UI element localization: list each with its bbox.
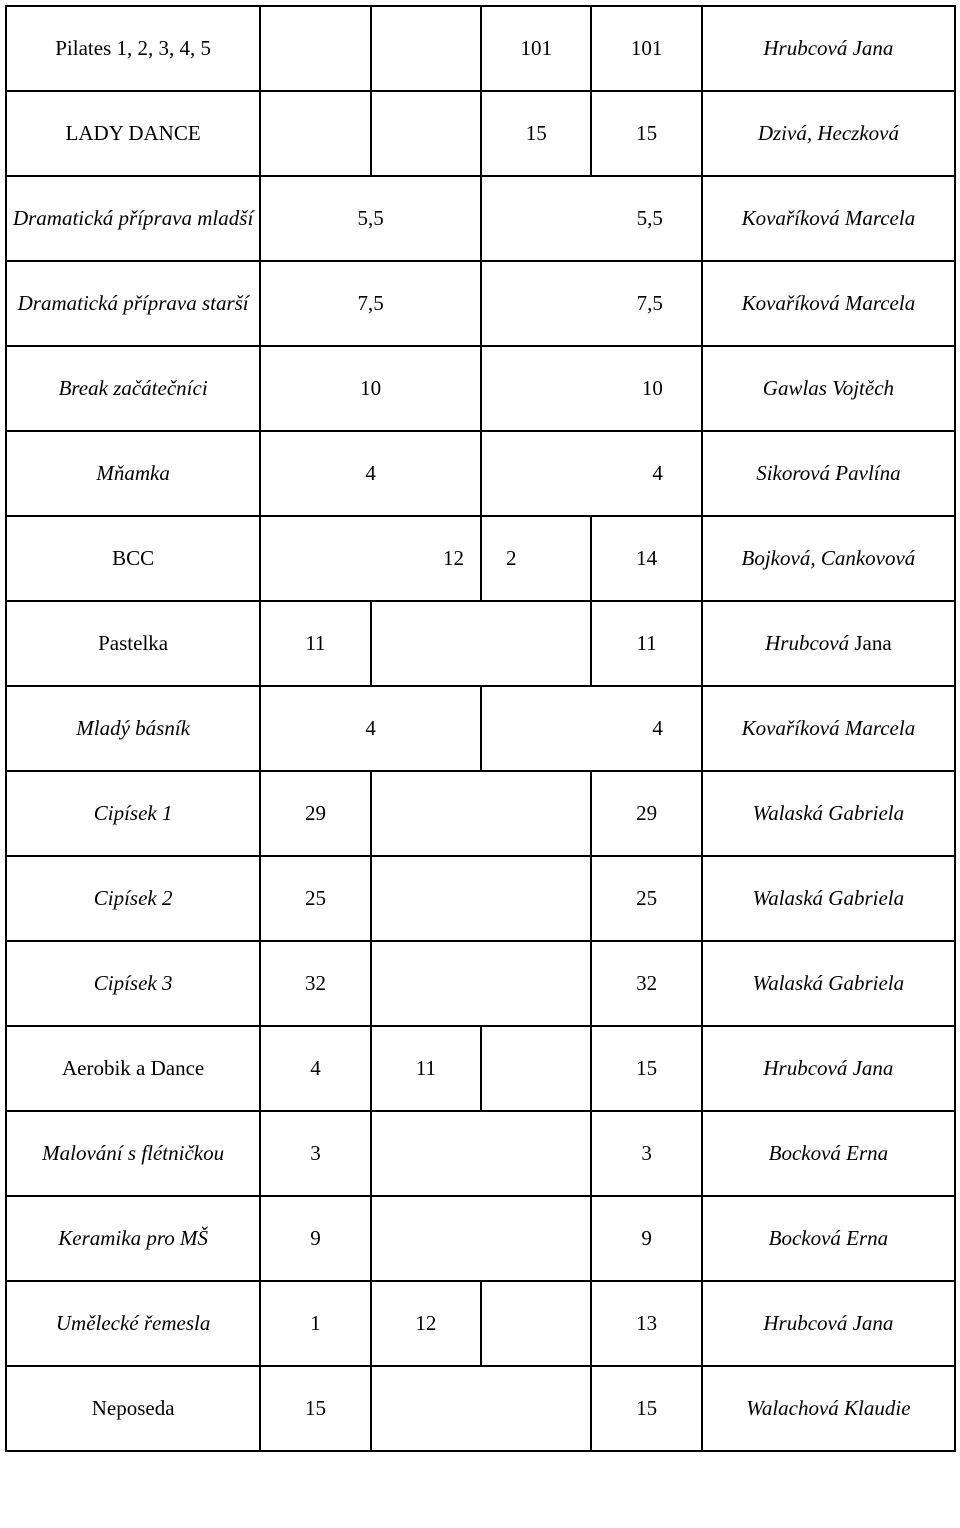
table-row: [6, 176, 955, 261]
count-b: [371, 1111, 592, 1196]
count-total: 29: [591, 771, 701, 856]
count-total: 32: [591, 941, 701, 1026]
count-c: 101: [481, 6, 591, 91]
activity-name: Cipísek 3: [6, 941, 260, 1026]
count-a: 7,5: [260, 261, 481, 346]
count-b: [371, 601, 592, 686]
teacher-name: Hrubcová Jana: [702, 6, 955, 91]
teacher-name: Bocková Erna: [702, 1111, 955, 1196]
table-row: [6, 601, 955, 686]
activity-name: Mňamka: [6, 431, 260, 516]
teacher-name: Hrubcová Jana: [702, 1026, 955, 1111]
table-row: [6, 516, 955, 601]
count-b: [371, 771, 592, 856]
count-b: 11: [371, 1026, 481, 1111]
count-b: [371, 1366, 592, 1451]
activity-name: Umělecké řemesla: [6, 1281, 260, 1366]
teacher-firstname: Jana: [849, 631, 892, 655]
count-a: 11: [260, 601, 370, 686]
count-a: 5,5: [260, 176, 481, 261]
teacher-name: Walaská Gabriela: [702, 941, 955, 1026]
activity-name: BCC: [6, 516, 260, 601]
teacher-name: [702, 601, 955, 686]
activity-name: Neposeda: [6, 1366, 260, 1451]
activity-name: Cipísek 2: [6, 856, 260, 941]
count-a: 15: [260, 1366, 370, 1451]
count-total: 14: [591, 516, 701, 601]
teacher-surname: Hrubcová: [765, 631, 850, 655]
table-row: [6, 431, 955, 516]
teacher-name: Hrubcová Jana: [702, 1281, 955, 1366]
count-a: 12: [260, 516, 481, 601]
table-row: [6, 1026, 955, 1111]
activity-name: Dramatická příprava mladší: [6, 176, 260, 261]
count-b: [371, 91, 481, 176]
teacher-name: Walaská Gabriela: [702, 771, 955, 856]
count-a: 4: [260, 431, 481, 516]
count-c: 15: [481, 91, 591, 176]
teacher-name: Dzivá, Heczková: [702, 91, 955, 176]
count-a: 32: [260, 941, 370, 1026]
count-total: 15: [591, 1366, 701, 1451]
teacher-name: Gawlas Vojtěch: [702, 346, 955, 431]
teacher-name: Kovaříková Marcela: [702, 686, 955, 771]
teacher-name: Walachová Klaudie: [702, 1366, 955, 1451]
activity-name: Dramatická příprava starší: [6, 261, 260, 346]
activity-name: Break začátečníci: [6, 346, 260, 431]
activity-name: Malování s flétničkou: [6, 1111, 260, 1196]
count-b: [371, 1196, 592, 1281]
count-total: 4: [481, 686, 702, 771]
count-total: 3: [591, 1111, 701, 1196]
table-row: [6, 6, 955, 91]
activity-name: Pilates 1, 2, 3, 4, 5: [6, 6, 260, 91]
count-b: 2: [481, 516, 591, 601]
count-a: 9: [260, 1196, 370, 1281]
count-b: 12: [371, 1281, 481, 1366]
count-total: 101: [591, 6, 701, 91]
count-a: [260, 6, 370, 91]
count-a: 29: [260, 771, 370, 856]
table-row: [6, 1366, 955, 1451]
teacher-name: Walaská Gabriela: [702, 856, 955, 941]
count-total: 15: [591, 91, 701, 176]
teacher-name: Sikorová Pavlína: [702, 431, 955, 516]
count-total: 5,5: [481, 176, 702, 261]
teacher-name: Bocková Erna: [702, 1196, 955, 1281]
teacher-name: Kovaříková Marcela: [702, 176, 955, 261]
activity-name: Keramika pro MŠ: [6, 1196, 260, 1281]
activity-name: LADY DANCE: [6, 91, 260, 176]
table-row: [6, 1281, 955, 1366]
count-total: 7,5: [481, 261, 702, 346]
count-a: 10: [260, 346, 481, 431]
table-row: [6, 686, 955, 771]
count-a: 4: [260, 686, 481, 771]
activity-name: Cipísek 1: [6, 771, 260, 856]
teacher-name: Kovaříková Marcela: [702, 261, 955, 346]
count-a: 4: [260, 1026, 370, 1111]
table-row: [6, 771, 955, 856]
count-a: [260, 91, 370, 176]
count-a: 1: [260, 1281, 370, 1366]
table-row: [6, 1196, 955, 1281]
count-total: 4: [481, 431, 702, 516]
count-b: [371, 6, 481, 91]
table-row: [6, 856, 955, 941]
teacher-name: Bojková, Cankovová: [702, 516, 955, 601]
count-c: [481, 1026, 591, 1111]
count-a: 3: [260, 1111, 370, 1196]
count-b: [371, 941, 592, 1026]
count-total: 15: [591, 1026, 701, 1111]
count-total: 9: [591, 1196, 701, 1281]
table-row: [6, 1111, 955, 1196]
table-row: [6, 941, 955, 1026]
count-total: 25: [591, 856, 701, 941]
table-row: [6, 91, 955, 176]
count-total: 11: [591, 601, 701, 686]
activity-name: Pastelka: [6, 601, 260, 686]
activity-name: Mladý básník: [6, 686, 260, 771]
table-row: [6, 261, 955, 346]
count-c: [481, 1281, 591, 1366]
activity-table: [5, 5, 956, 1452]
count-total: 10: [481, 346, 702, 431]
table-row: [6, 346, 955, 431]
activity-name: Aerobik a Dance: [6, 1026, 260, 1111]
count-total: 13: [591, 1281, 701, 1366]
count-a: 25: [260, 856, 370, 941]
count-b: [371, 856, 592, 941]
